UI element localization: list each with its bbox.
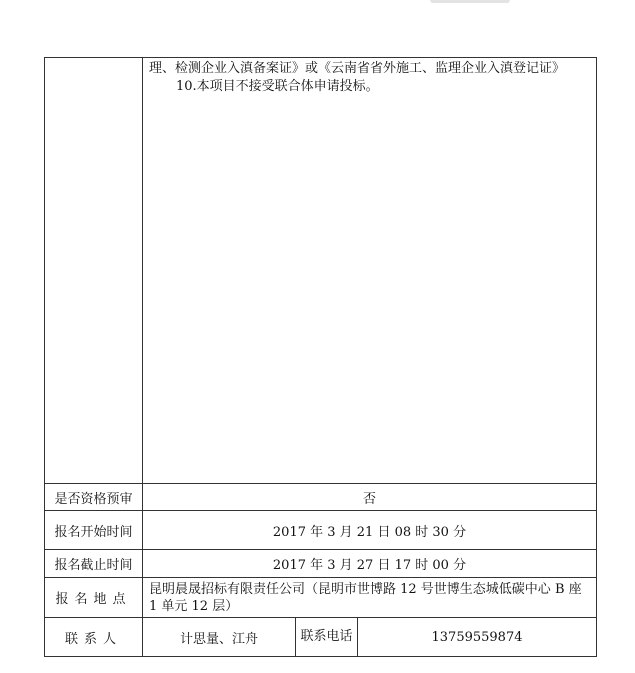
prequal-row	[45, 484, 597, 511]
location-value: 昆明晨晟招标有限责任公司（昆明市世博路 12 号世博生态城低碳中心 B 座 1 单元 12 层）	[143, 578, 597, 618]
content-line-1: 理、检测企业入滇备案证》或《云南省省外施工、监理企业入滇登记证》	[149, 61, 566, 76]
prequal-label: 是否资格预审	[45, 484, 143, 511]
end-time-label: 报名截止时间	[45, 550, 143, 578]
end-time-value: 2017 年 3 月 27 日 17 时 00 分	[143, 550, 597, 578]
content-row	[45, 58, 597, 484]
tender-info-table	[44, 57, 597, 657]
start-time-label: 报名开始时间	[45, 511, 143, 550]
start-time-value: 2017 年 3 月 21 日 08 时 30 分	[143, 511, 597, 550]
top-shadow	[430, 0, 510, 3]
location-label: 报名地点	[45, 578, 143, 618]
prequal-value: 否	[143, 484, 597, 511]
contact-value: 计思量、江舟	[143, 618, 296, 657]
phone-value: 13759559874	[358, 618, 597, 657]
content-line-2: 10.本项目不接受联合体申请投标。	[176, 79, 379, 94]
content-cell	[143, 58, 597, 484]
location-row	[45, 578, 597, 618]
contact-label: 联系人	[45, 618, 143, 657]
contact-row	[45, 618, 597, 657]
end-time-row	[45, 550, 597, 578]
start-time-row	[45, 511, 597, 550]
content-label-cell	[45, 58, 143, 484]
phone-label: 联系电话	[296, 618, 358, 657]
